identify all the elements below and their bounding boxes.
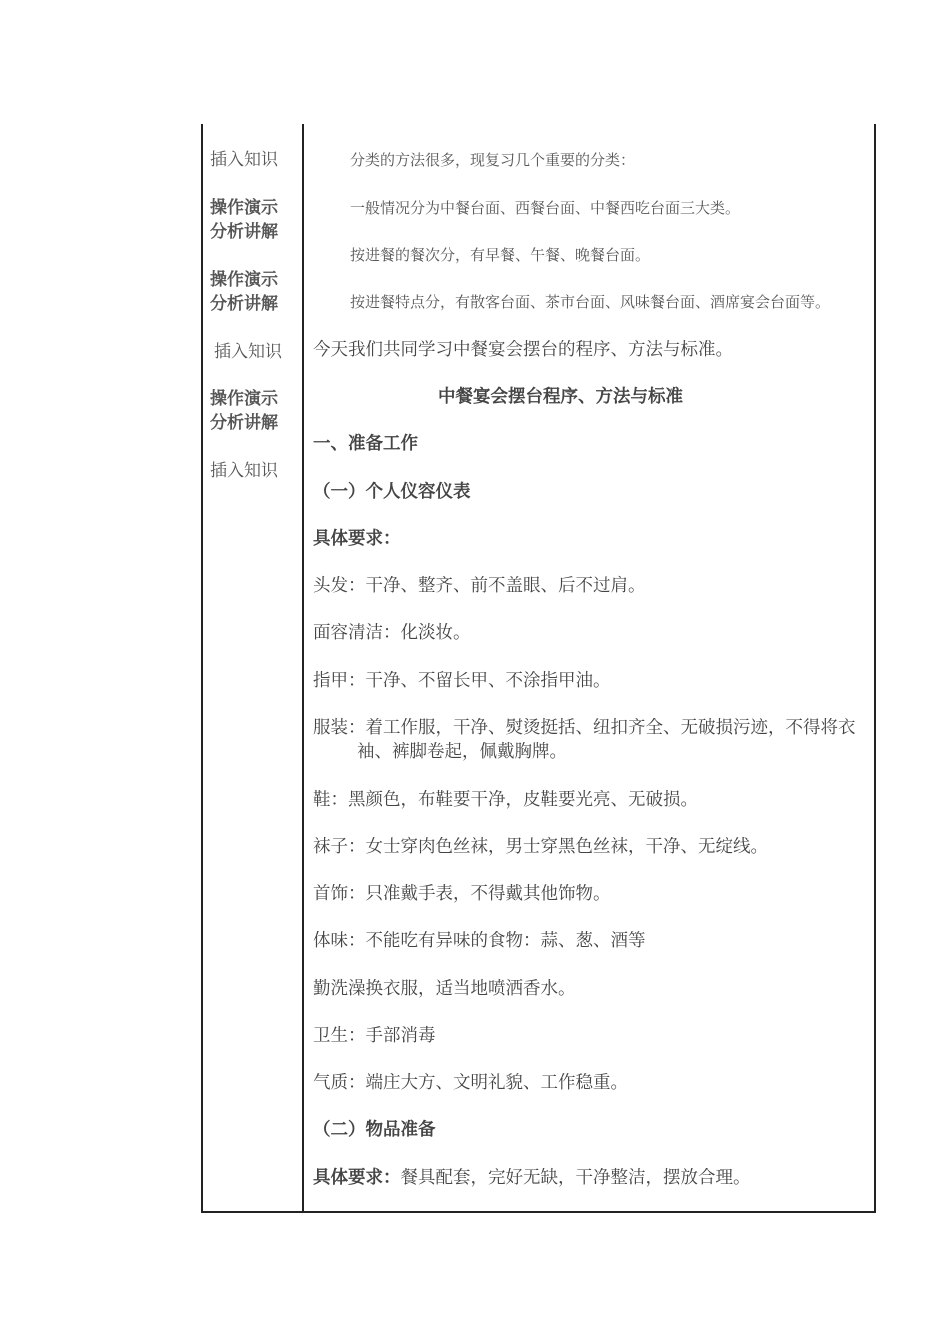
requirement-temperament: 气质：端庄大方、文明礼貌、工作稳重。 (313, 1073, 628, 1093)
requirement-jewelry: 首饰：只准戴手表，不得戴其他饰物。 (313, 884, 611, 904)
left-label-analysis: 分析讲解 (210, 413, 278, 433)
left-label-demo: 操作演示 (210, 389, 278, 409)
classification-by-feature: 按进餐特点分，有散客台面、茶市台面、风味餐台面、酒席宴会台面等。 (350, 293, 831, 311)
requirement-shoes: 鞋：黑颜色，布鞋要干净，皮鞋要光亮、无破损。 (313, 790, 698, 810)
subsection-heading: （二）物品准备 (313, 1120, 436, 1140)
requirement-hair: 头发：干净、整齐、前不盖眼、后不过肩。 (313, 576, 646, 596)
requirement-bathing: 勤洗澡换衣服，适当地喷洒香水。 (313, 979, 576, 999)
subsection-heading: （一）个人仪容仪表 (313, 482, 471, 502)
left-label-insert-knowledge: 插入知识 (210, 461, 278, 481)
section-title: 中餐宴会摆台程序、方法与标准 (438, 387, 683, 407)
items-requirement-text: 餐具配套，完好无缺，干净整洁，摆放合理。 (400, 1168, 751, 1188)
requirement-face: 面容清洁：化淡妆。 (313, 623, 471, 643)
left-label-analysis: 分析讲解 (210, 294, 278, 314)
items-requirement (313, 1166, 751, 1190)
requirement-clothing: 服装：着工作服，干净、熨烫挺括、纽扣齐全、无破损污迹，不得将衣 (313, 718, 856, 738)
left-label-analysis: 分析讲解 (210, 222, 278, 242)
requirements-label: 具体要求： (313, 1168, 401, 1188)
classification-general: 一般情况分为中餐台面、西餐台面、中餐西吃台面三大类。 (350, 199, 741, 217)
requirement-odor: 体味：不能吃有异味的食物：蒜、葱、酒等 (313, 931, 646, 951)
requirement-socks: 袜子：女士穿肉色丝袜，男士穿黑色丝袜，干净、无绽线。 (313, 837, 768, 857)
classification-intro: 分类的方法很多，现复习几个重要的分类： (350, 151, 636, 169)
left-label-insert-knowledge: 插入知识 (214, 342, 282, 362)
requirement-clothing-continued: 袖、裤脚卷起，佩戴胸牌。 (357, 742, 567, 762)
requirement-nails: 指甲：干净、不留长甲、不涂指甲油。 (313, 671, 611, 691)
requirement-hygiene: 卫生：手部消毒 (313, 1026, 436, 1046)
today-intro: 今天我们共同学习中餐宴会摆台的程序、方法与标准。 (313, 340, 733, 360)
left-label-insert-knowledge: 插入知识 (210, 150, 278, 170)
column-divider (302, 124, 304, 1213)
requirements-label: 具体要求： (313, 529, 401, 549)
part-heading: 一、准备工作 (313, 434, 418, 454)
left-label-demo: 操作演示 (210, 270, 278, 290)
classification-by-meal: 按进餐的餐次分，有早餐、午餐、晚餐台面。 (350, 246, 651, 264)
left-label-demo: 操作演示 (210, 198, 278, 218)
